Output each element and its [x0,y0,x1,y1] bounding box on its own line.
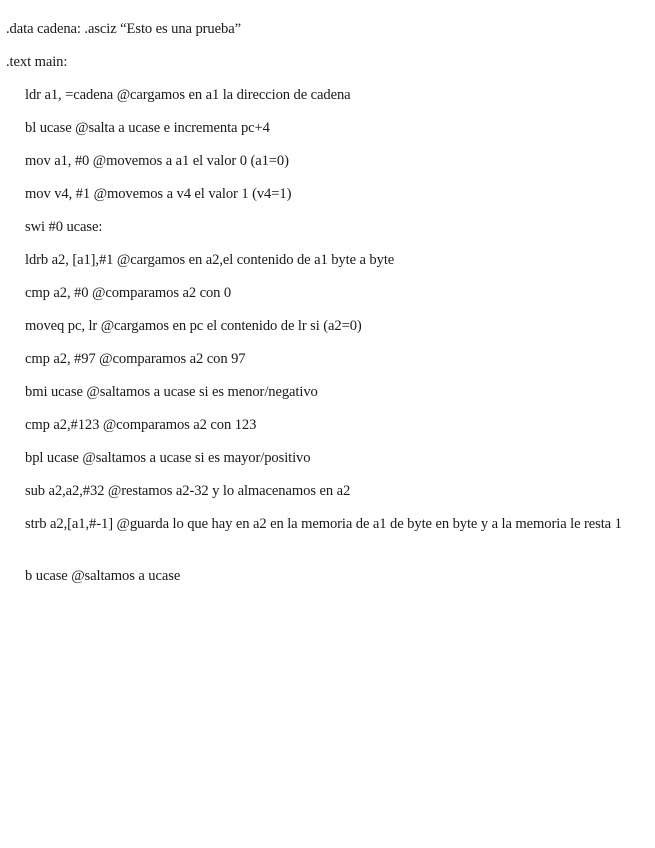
data-section-line: .data cadena: .asciz “Esto es una prueba” [6,21,241,37]
code-line: bmi ucase @saltamos a ucase si es menor/negativo [25,384,318,400]
code-line: cmp a2, #0 @comparamos a2 con 0 [25,285,232,301]
code-line: cmp a2, #97 @comparamos a2 con 97 [25,351,246,367]
code-line: swi #0 ucase: [25,219,103,235]
code-line: ldrb a2, [a1],#1 @cargamos en a2,el contenido de a1 byte a byte [25,252,395,268]
code-line: cmp a2,#123 @comparamos a2 con 123 [25,417,257,433]
code-line: b ucase @saltamos a ucase [25,568,181,584]
code-line: mov v4, #1 @movemos a v4 el valor 1 (v4=1) [25,186,292,202]
code-line: bl ucase @salta a ucase e incrementa pc+4 [25,120,270,136]
code-line: mov a1, #0 @movemos a a1 el valor 0 (a1=0) [25,153,289,169]
code-line: ldr a1, =cadena @cargamos en a1 la direccion de cadena [25,87,351,103]
code-line-wrapped: strb a2,[a1,#-1] @guarda lo que hay en a2 en la memoria de a1 de byte en byte y a la memoria le resta 1 [25,516,622,532]
text-section-line: .text main: [6,54,68,70]
code-line: bpl ucase @saltamos a ucase si es mayor/positivo [25,450,311,466]
code-line: sub a2,a2,#32 @restamos a2-32 y lo almacenamos en a2 [25,483,351,499]
code-line: moveq pc, lr @cargamos en pc el contenido de lr si (a2=0) [25,318,362,334]
